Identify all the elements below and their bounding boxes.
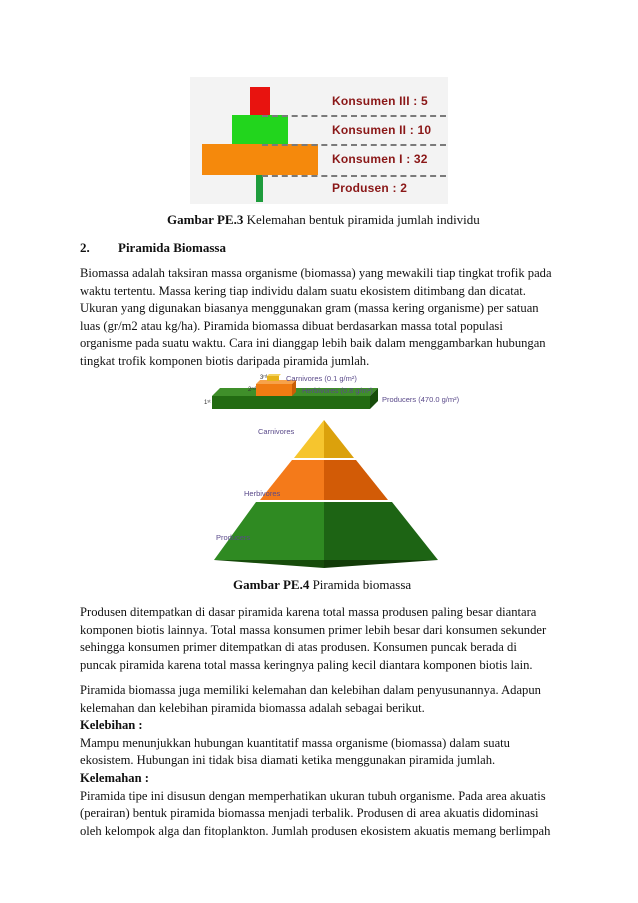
text-line: Produsen ditempatkan di dasar piramida karena total massa produsen paling besar diantara [80, 605, 537, 619]
bar-produsen [256, 175, 263, 202]
paragraph-kelebihan-kelemahan [80, 682, 550, 840]
text-line: Piramida tipe ini disusun dengan memperhatikan ukuran tubuh organisme. Pada area akuatis [80, 788, 546, 803]
label-konsumen-iii: Konsumen III : 5 [332, 94, 428, 108]
figure-caption-pe4 [233, 577, 411, 593]
kelebihan-heading: Kelebihan : [80, 718, 143, 733]
paragraph-produsen [80, 604, 546, 674]
caption-text: Piramida biomassa [309, 577, 412, 592]
divider [262, 175, 446, 177]
label-konsumen-i: Konsumen I : 32 [332, 152, 428, 166]
text-line: Piramida biomassa juga memiliki kelemahan dan kelebihan dalam penyusunannya. Adapun [80, 683, 541, 697]
text-line: Ukuran yang digunakan biasanya menggunakan gram (massa kering organisme) per satuan [80, 301, 539, 316]
bar-konsumen-ii [232, 115, 288, 144]
text-line: oleh kelompok alga dan fitoplankton. Jumlah produsen ekosistem akuatis memang berlimpah [80, 823, 551, 838]
caption-label: Gambar PE.3 [167, 212, 244, 227]
label-herbivores-pyramid: Herbivores [244, 489, 281, 498]
text-line: organisme pada suatu waktu. Cara ini dianggap lebih baik dalam menggambarkan hubungan [80, 336, 546, 351]
label-konsumen-ii: Konsumen II : 10 [332, 123, 432, 137]
kelemahan-heading: Kelemahan : [80, 770, 149, 785]
label-producers-pyramid: Producers [216, 533, 251, 542]
section-title: Piramida Biomassa [118, 240, 226, 255]
bar-konsumen-i [202, 144, 318, 175]
bar-carnivores [267, 374, 281, 381]
label-producers-bar: Producers (470.0 g/m²) [382, 395, 460, 404]
text-line: waktu tertentu. Massa kering tiap individu dalam suatu ekosistem ditimbang dan dicatat. [80, 283, 526, 298]
text-line: Biomassa adalah taksiran massa organisme (biomassa) yang mewakili tiap tingkat trofik pada [80, 266, 552, 280]
figure-caption-pe3 [167, 212, 480, 228]
label-carnivores-bar: Carnivores (0.1 g/m²) [286, 374, 357, 383]
text-line: (perairan) bentuk piramida biomassa menjadi terbalik. Produsen di area akuatis didominasi [80, 806, 539, 821]
figure-pyramid-numbers [190, 77, 448, 204]
section-number: 2. [80, 240, 90, 255]
caption-text: Kelemahan bentuk piramida jumlah individu [243, 212, 480, 227]
text-line: komponen biotis lainnya. Total massa konsumen primer lebih besar dari konsumen sekunder [80, 622, 547, 637]
text-line: tingkat trofik komponen biotis daripada piramida jumlah. [80, 353, 370, 368]
paragraph-biomassa [80, 265, 552, 371]
label-carnivores-pyramid: Carnivores [258, 427, 295, 436]
label-herbivores-bar: Herbivores (0.8 g/m²) [302, 386, 373, 395]
ordinal-second: 2ⁿᵈ [248, 387, 256, 393]
ordinal-first: 1ˢᵗ [204, 400, 211, 406]
pyramid-carnivores [294, 420, 354, 458]
text-line: sehingga konsumen primer ditempatkan di atas produsen. Konsumen puncak berada di [80, 640, 517, 655]
text-line: luas (gr/m2 atau kg/ha). Piramida biomassa dibuat berdasarkan massa total populasi [80, 318, 503, 333]
section-heading [80, 240, 226, 256]
divider [262, 115, 446, 117]
ordinal-third: 3ʳᵈ [260, 375, 268, 381]
divider [262, 144, 446, 146]
text-line: puncak piramida karena total massa keringnya paling kecil diantara komponen biotis lain. [80, 657, 533, 672]
figure-pyramid-biomass [204, 372, 460, 570]
bar-konsumen-iii [250, 87, 270, 115]
text-line: ekosistem. Hubungan ini tidak bisa diamati ketika menggunakan piramida jumlah. [80, 753, 496, 768]
text-line: kelemahan dan kelebihan piramida biomassa adalah sebagai berikut. [80, 700, 425, 715]
text-line: Mampu menunjukkan hubungan kuantitatif massa organisme (biomassa) dalam suatu [80, 735, 510, 750]
caption-label: Gambar PE.4 [233, 577, 310, 592]
label-produsen: Produsen : 2 [332, 181, 408, 195]
